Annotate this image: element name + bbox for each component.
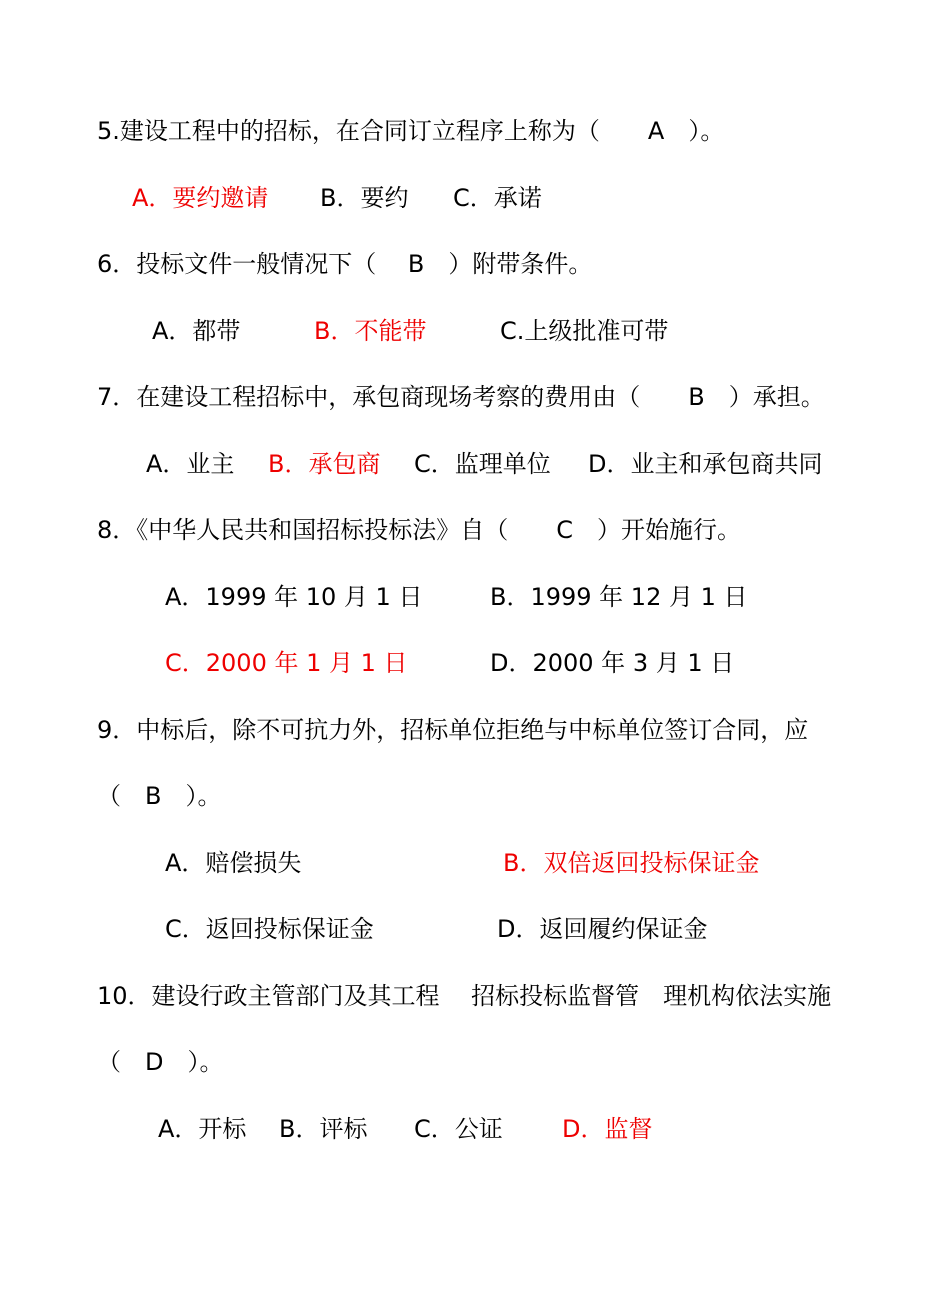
question-8-stem: 8．《中华人民共和国招标投标法》自（ C ）开始施行。 — [97, 516, 742, 544]
question-7-option-c: C．监理单位 — [414, 450, 551, 478]
question-7-option-d: D．业主和承包商共同 — [588, 450, 823, 478]
question-10-stem-line1: 10．建设行政主管部门及其工程 招标投标监督管 理机构依法实施 — [97, 982, 832, 1010]
question-9-option-d: D．返回履约保证金 — [497, 915, 708, 943]
question-7-option-a: A．业主 — [146, 450, 235, 478]
question-10-stem-line2: （ D ）。 — [97, 1048, 224, 1076]
question-6-option-a: A．都带 — [152, 317, 241, 345]
question-8-option-c: C．2000 年 1 月 1 日 — [165, 649, 408, 677]
question-8-option-d: D．2000 年 3 月 1 日 — [490, 649, 735, 677]
question-7-option-b: B．承包商 — [268, 450, 381, 478]
question-9-stem-line2: （ B ）。 — [97, 782, 222, 810]
question-5-stem: 5.建设工程中的招标，在合同订立程序上称为（ A ）。 — [97, 117, 725, 145]
question-10-option-c: C．公证 — [414, 1115, 503, 1143]
question-6-option-c: C.上级批准可带 — [500, 317, 669, 345]
question-10-option-d: D．监督 — [562, 1115, 653, 1143]
question-5-option-a: A．要约邀请 — [132, 184, 269, 212]
question-5-option-c: C．承诺 — [453, 184, 542, 212]
question-8-option-b: B．1999 年 12 月 1 日 — [490, 583, 748, 611]
question-10-option-a: A．开标 — [158, 1115, 247, 1143]
question-5-option-b: B．要约 — [320, 184, 409, 212]
question-6-stem: 6．投标文件一般情况下（ B ）附带条件。 — [97, 250, 593, 278]
question-6-option-b: B．不能带 — [314, 317, 427, 345]
question-9-option-b: B．双倍返回投标保证金 — [503, 849, 760, 877]
question-7-stem: 7．在建设工程招标中，承包商现场考察的费用由（ B ）承担。 — [97, 383, 825, 411]
question-9-option-a: A．赔偿损失 — [165, 849, 302, 877]
question-9-option-c: C．返回投标保证金 — [165, 915, 374, 943]
question-9-stem-line1: 9．中标后，除不可抗力外，招标单位拒绝与中标单位签订合同，应 — [97, 716, 809, 744]
question-10-option-b: B．评标 — [279, 1115, 368, 1143]
question-8-option-a: A．1999 年 10 月 1 日 — [165, 583, 423, 611]
